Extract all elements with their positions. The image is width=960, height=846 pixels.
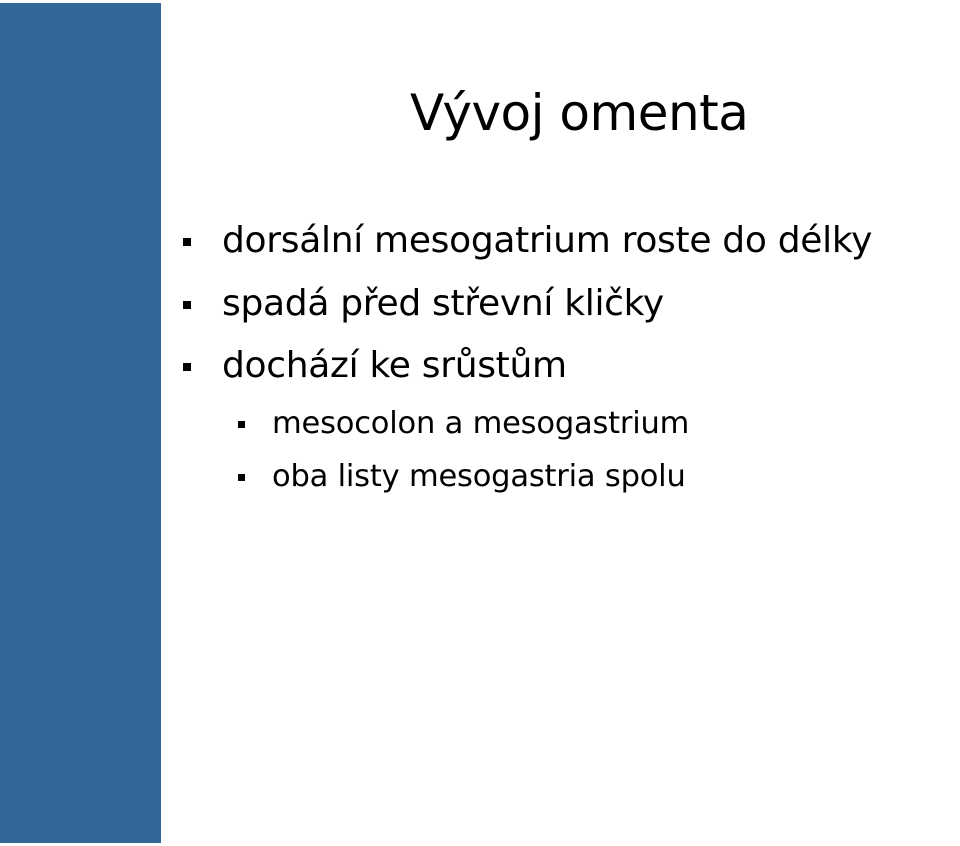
left-accent-bar: [0, 3, 161, 843]
bullet-text: dorsální mesogatrium roste do délky: [222, 220, 873, 261]
square-bullet-icon: [183, 238, 191, 246]
square-bullet-icon: [238, 421, 245, 428]
bullet-text: spadá před střevní kličky: [222, 283, 664, 324]
bullet-text: dochází ke srůstům: [222, 345, 567, 386]
square-bullet-icon: [183, 363, 191, 371]
sub-bullet-text: mesocolon a mesogastrium: [272, 406, 690, 441]
sub-bullet-item: [272, 458, 686, 496]
slide-title: Vývoj omenta: [410, 84, 749, 142]
bullet-item: [222, 219, 872, 263]
sub-bullet-text: oba listy mesogastria spolu: [272, 459, 686, 494]
square-bullet-icon: [238, 474, 245, 481]
square-bullet-icon: [183, 301, 191, 309]
bullet-item: [222, 282, 664, 326]
sub-bullet-item: [272, 405, 689, 443]
bullet-item: [222, 344, 567, 388]
